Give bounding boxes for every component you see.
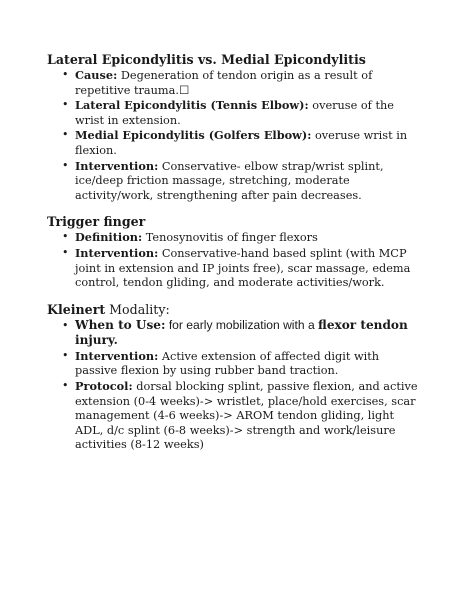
list-item <box>47 379 419 453</box>
list-item <box>47 159 419 204</box>
heading-bold: Kleinert <box>47 301 106 317</box>
section-heading: Lateral Epicondylitis vs. Medial Epicondylitis <box>47 52 366 67</box>
bullet-icon: • <box>62 128 69 142</box>
bullet-list <box>47 318 419 453</box>
item-term: Medial Epicondylitis (Golfers Elbow): <box>75 128 312 143</box>
bullet-icon: • <box>62 230 69 244</box>
section-kleinert <box>47 302 419 453</box>
bullet-icon: • <box>62 348 69 362</box>
heading-suffix: Modality: <box>105 301 170 317</box>
item-term: Intervention: <box>75 245 159 260</box>
list-item <box>47 246 419 291</box>
item-term: Definition: <box>75 230 143 245</box>
item-text: Conservative-hand based splint (with MCP joint in extension and IP joints free), scar massage, edema control, tendon gliding, and moderate activities/work. <box>75 246 411 290</box>
bullet-icon: • <box>62 245 69 259</box>
document-page <box>47 52 419 464</box>
item-text: Active extension of affected digit with passive flexion by using rubber band traction. <box>75 349 380 378</box>
section-epicondylitis <box>47 52 419 203</box>
bullet-icon: • <box>62 68 69 81</box>
item-text: Tenosynovitis of finger flexors <box>142 231 318 245</box>
bullet-list <box>47 230 419 290</box>
item-term-secondary: flexor tendon injury. <box>75 317 408 348</box>
section-trigger-finger <box>47 214 419 290</box>
list-item <box>47 68 419 98</box>
item-term: Lateral Epicondylitis (Tennis Elbow): <box>75 98 309 113</box>
list-item <box>47 128 419 158</box>
item-text: overuse wrist in flexion. <box>75 129 408 157</box>
item-text: Conservative- elbow strap/wrist splint, ice/deep friction massage, stretching, moderate activity/work, strengthening after pain decreases. <box>75 159 384 202</box>
list-item <box>47 349 419 379</box>
item-term: Cause: <box>75 68 118 82</box>
item-term: Intervention: <box>75 348 159 363</box>
bullet-icon: • <box>62 158 69 172</box>
bullet-list <box>47 68 419 203</box>
item-text: overuse of the wrist in extension. <box>75 99 394 127</box>
item-term: Protocol: <box>75 378 133 393</box>
item-text: dorsal blocking splint, passive flexion, and active extension (0-4 weeks)-> wristlet, place/hold exercises, scar management (4-6 weeks)-> AROM tendon gliding, light ADL, d/c splint (6-8 weeks)-> strength and work/leisure activities (8-12 weeks) <box>75 379 418 452</box>
section-heading: Trigger finger <box>47 214 146 230</box>
section-heading <box>47 302 419 318</box>
list-item <box>47 98 419 128</box>
item-term: When to Use: <box>75 317 166 332</box>
bullet-icon: • <box>62 378 69 392</box>
bullet-icon: • <box>62 318 69 332</box>
list-item <box>47 318 419 349</box>
item-text: for early mobilization with a <box>165 317 319 332</box>
item-term: Intervention: <box>75 158 159 173</box>
bullet-icon: • <box>62 98 69 112</box>
list-item <box>47 230 419 246</box>
item-text: Degeneration of tendon origin as a result of repetitive trauma.☐ <box>75 69 373 97</box>
